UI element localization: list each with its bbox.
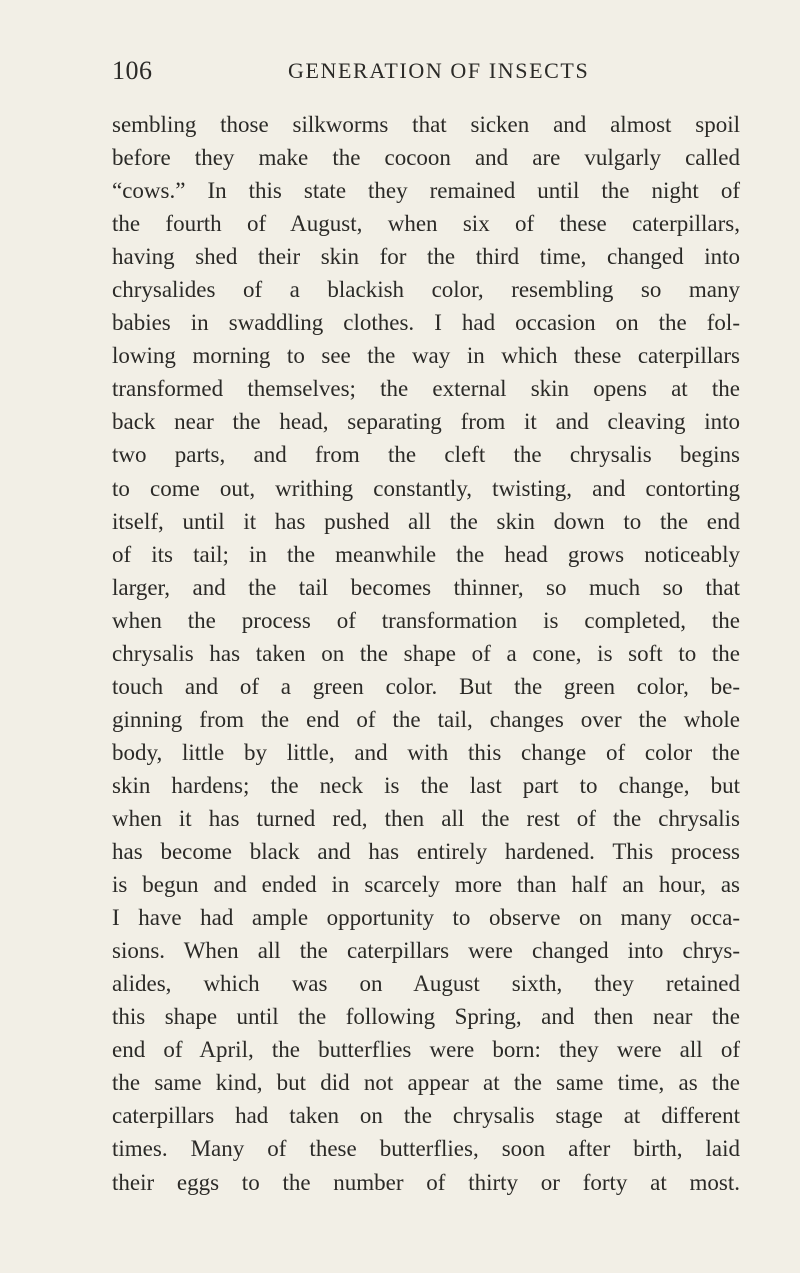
- text-line: chrysalis has taken on the shape of a cone, is soft to the: [112, 640, 740, 666]
- text-line: when the process of transformation is completed, the: [112, 607, 740, 633]
- text-line: lowing morning to see the way in which these caterpillars: [112, 343, 740, 369]
- text-line: I have had ample opportunity to observe on many occa-: [112, 905, 740, 931]
- text-line: ginning from the end of the tail, changes over the whole: [112, 706, 740, 732]
- body-text: [112, 108, 740, 1199]
- page-number: 106: [112, 56, 153, 85]
- text-line: back near the head, separating from it and cleaving into: [112, 409, 740, 435]
- text-line: two parts, and from the cleft the chrysalis begins: [112, 442, 740, 468]
- text-line: alides, which was on August sixth, they retained: [112, 971, 740, 997]
- page-header: [0, 56, 800, 96]
- text-line: before they make the cocoon and are vulgarly called: [112, 145, 740, 171]
- text-line: is begun and ended in scarcely more than half an hour, as: [112, 872, 740, 898]
- text-line: touch and of a green color. But the green color, be-: [112, 673, 740, 699]
- text-line: sembling those silkworms that sicken and almost spoil: [112, 112, 740, 137]
- text-line: chrysalides of a blackish color, resembling so many: [112, 277, 740, 303]
- text-line: this shape until the following Spring, and then near the: [112, 1004, 740, 1030]
- text-line: having shed their skin for the third time, changed into: [112, 244, 740, 270]
- text-line: of its tail; in the meanwhile the head grows noticeably: [112, 541, 740, 567]
- text-line: has become black and has entirely hardened. This process: [112, 839, 740, 865]
- text-line: caterpillars had taken on the chrysalis stage at different: [112, 1103, 740, 1129]
- text-line: end of April, the butterflies were born: they were all of: [112, 1037, 740, 1063]
- text-line: their eggs to the number of thirty or forty at most.: [112, 1169, 740, 1195]
- text-line: sions. When all the caterpillars were changed into chrys-: [112, 938, 740, 964]
- text-line: body, little by little, and with this change of color the: [112, 739, 740, 765]
- text-line: larger, and the tail becomes thinner, so much so that: [112, 574, 740, 600]
- text-line: transformed themselves; the external skin opens at the: [112, 376, 740, 402]
- text-line: “cows.” In this state they remained until the night of: [112, 178, 740, 204]
- text-line: to come out, writhing constantly, twisting, and contorting: [112, 475, 740, 501]
- text-line: itself, until it has pushed all the skin down to the end: [112, 508, 740, 534]
- text-line: skin hardens; the neck is the last part to change, but: [112, 772, 740, 798]
- text-line: the same kind, but did not appear at the same time, as the: [112, 1070, 740, 1096]
- running-head: GENERATION OF INSECTS: [288, 58, 590, 83]
- text-line: times. Many of these butterflies, soon after birth, laid: [112, 1136, 740, 1162]
- text-line: babies in swaddling clothes. I had occasion on the fol-: [112, 310, 740, 336]
- text-line: when it has turned red, then all the rest of the chrysalis: [112, 805, 740, 831]
- text-line: the fourth of August, when six of these caterpillars,: [112, 211, 740, 237]
